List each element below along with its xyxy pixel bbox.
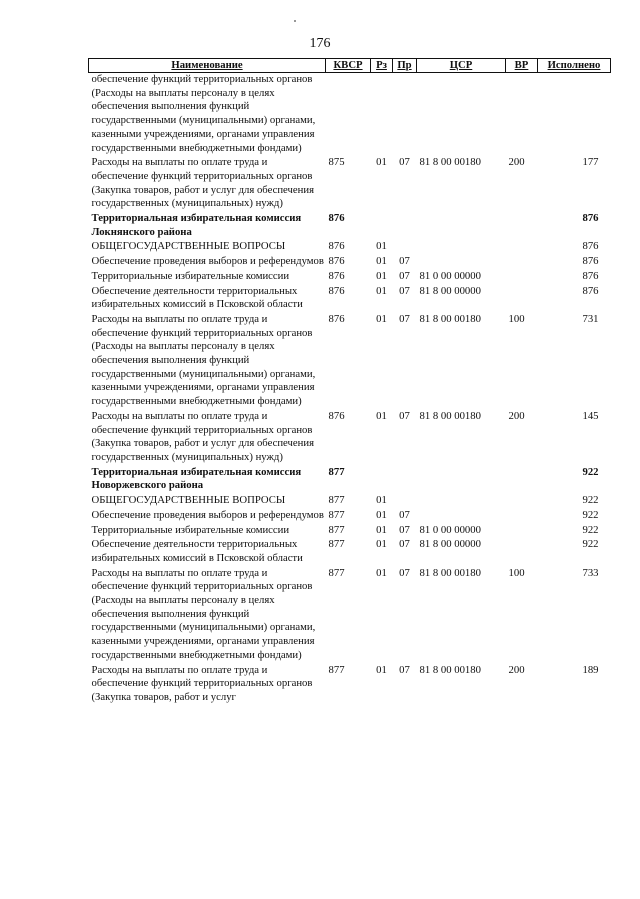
cell-csr <box>417 240 506 255</box>
cell-isp: 733 <box>582 566 599 579</box>
cell-csr <box>417 509 506 524</box>
cell-rz: 01 <box>376 494 387 507</box>
table-row <box>89 524 611 539</box>
cell-rz: 01 <box>376 523 387 536</box>
cell-rz: 01 <box>376 566 387 579</box>
table-row <box>89 73 611 157</box>
cell-rz: 01 <box>376 284 387 297</box>
cell-vr <box>506 270 538 285</box>
cell-csr <box>417 212 506 240</box>
cell-isp: 876 <box>582 212 599 225</box>
table-row <box>89 494 611 509</box>
budget-table <box>88 58 611 706</box>
cell-pr: 07 <box>399 269 410 282</box>
cell-name: Территориальные избирательные комиссии <box>91 523 290 536</box>
header-name: Наименование <box>89 59 326 73</box>
cell-vr <box>506 255 538 270</box>
cell-pr: 07 <box>399 312 410 325</box>
table-body <box>89 73 611 706</box>
cell-vr <box>506 73 538 157</box>
header-rz: Рз <box>371 59 393 73</box>
cell-kvsr: 876 <box>328 255 345 268</box>
table-row <box>89 538 611 566</box>
cell-vr <box>506 466 538 494</box>
cell-name: Расходы на выплаты по оплате труда и обеспечение функций территориальных органов (Расходы на выплаты персоналу в целях обеспечения выполнения функций государственными (муниципальными) органами, казенными учреждениями, органами управления государственными внебюджетными фондами) <box>91 566 316 661</box>
cell-vr <box>506 524 538 539</box>
cell-kvsr: 877 <box>328 465 345 478</box>
cell-rz: 01 <box>376 409 387 422</box>
cell-name: ОБЩЕГОСУДАРСТВЕННЫЕ ВОПРОСЫ <box>91 494 286 507</box>
cell-vr: 200 <box>508 409 525 422</box>
cell-kvsr: 876 <box>328 212 345 225</box>
page-number: 176 <box>309 36 331 51</box>
cell-name: Обеспечение деятельности территориальных избирательных комиссий в Псковской области <box>91 538 303 564</box>
header-isp: Исполнено <box>538 59 611 73</box>
cell-csr <box>417 255 506 270</box>
cell-csr: 81 0 00 00000 <box>419 269 481 282</box>
cell-vr: 100 <box>508 312 525 325</box>
cell-rz: 01 <box>376 663 387 676</box>
header-kvsr: КВСР <box>326 59 371 73</box>
cell-pr: 07 <box>399 284 410 297</box>
cell-vr: 100 <box>508 566 525 579</box>
cell-rz: 01 <box>376 538 387 551</box>
cell-kvsr: 877 <box>328 494 345 507</box>
cell-rz <box>371 212 393 240</box>
cell-pr <box>393 494 417 509</box>
cell-name: Расходы на выплаты по оплате труда и обеспечение функций территориальных органов (Закупка товаров, работ и услуг <box>91 663 313 703</box>
cell-csr: 81 8 00 00180 <box>419 566 481 579</box>
cell-isp: 177 <box>582 156 599 169</box>
cell-name: Обеспечение проведения выборов и референдумов <box>91 508 324 521</box>
cell-isp: 731 <box>582 312 599 325</box>
cell-pr: 07 <box>399 566 410 579</box>
table-row <box>89 212 611 240</box>
cell-rz <box>371 73 393 157</box>
cell-rz: 01 <box>376 240 387 253</box>
cell-kvsr: 877 <box>328 566 345 579</box>
cell-kvsr: 877 <box>328 523 345 536</box>
cell-isp: 876 <box>582 255 599 268</box>
table-row <box>89 255 611 270</box>
cell-vr <box>506 494 538 509</box>
cell-rz: 01 <box>376 156 387 169</box>
cell-isp <box>538 73 611 157</box>
cell-rz: 01 <box>376 312 387 325</box>
cell-pr <box>393 212 417 240</box>
cell-isp: 876 <box>582 240 599 253</box>
cell-csr: 81 8 00 00180 <box>419 663 481 676</box>
cell-pr: 07 <box>399 538 410 551</box>
table-row <box>89 313 611 410</box>
cell-isp: 922 <box>582 538 599 551</box>
cell-pr: 07 <box>399 663 410 676</box>
cell-name: Территориальная избирательная комиссия Локнянского района <box>91 212 302 238</box>
table-row <box>89 509 611 524</box>
table-header <box>89 59 611 73</box>
table-row <box>89 664 611 706</box>
cell-rz: 01 <box>376 508 387 521</box>
cell-pr: 07 <box>399 156 410 169</box>
cell-rz: 01 <box>376 255 387 268</box>
table-row <box>89 285 611 313</box>
cell-pr: 07 <box>399 508 410 521</box>
cell-vr: 200 <box>508 156 525 169</box>
cell-isp: 145 <box>582 409 599 422</box>
cell-csr <box>417 466 506 494</box>
cell-vr <box>506 285 538 313</box>
cell-pr: 07 <box>399 255 410 268</box>
cell-kvsr: 876 <box>328 240 345 253</box>
cell-csr: 81 8 00 00000 <box>419 538 481 551</box>
cell-csr: 81 8 00 00180 <box>419 156 481 169</box>
cell-vr: 200 <box>508 663 525 676</box>
table-row <box>89 270 611 285</box>
cell-csr: 81 8 00 00000 <box>419 284 481 297</box>
cell-rz <box>371 466 393 494</box>
cell-csr <box>417 73 506 157</box>
table-row <box>89 156 611 212</box>
cell-pr <box>393 240 417 255</box>
cell-name: Территориальная избирательная комиссия Новоржевского района <box>91 465 302 492</box>
cell-pr <box>393 73 417 157</box>
table-row <box>89 466 611 494</box>
cell-name: Территориальные избирательные комиссии <box>91 269 290 282</box>
cell-kvsr: 877 <box>328 663 345 676</box>
cell-kvsr: 875 <box>328 156 345 169</box>
cell-name: Расходы на выплаты по оплате труда и обеспечение функций территориальных органов (Закупка товаров, работ и услуг для обеспечения государственных (муниципальных) нужд) <box>91 409 315 463</box>
cell-csr <box>417 494 506 509</box>
cell-isp: 922 <box>582 494 599 507</box>
cell-csr: 81 0 00 00000 <box>419 523 481 536</box>
scan-speck <box>294 20 296 22</box>
cell-isp: 922 <box>582 508 599 521</box>
cell-csr: 81 8 00 00180 <box>419 312 481 325</box>
cell-kvsr: 876 <box>328 409 345 422</box>
cell-isp: 876 <box>582 269 599 282</box>
header-csr: ЦСР <box>417 59 506 73</box>
cell-kvsr: 877 <box>328 508 345 521</box>
header-pr: Пр <box>393 59 417 73</box>
header-vr: ВР <box>506 59 538 73</box>
cell-rz: 01 <box>376 269 387 282</box>
cell-kvsr <box>326 73 371 157</box>
cell-name: обеспечение функций территориальных органов (Расходы на выплаты персоналу в целях обеспечения выполнения функций государственными (муниципальными) органами, казенными учреждениями, органами управления государственными внебюджетными фондами) <box>91 73 316 154</box>
cell-pr: 07 <box>399 523 410 536</box>
cell-isp: 189 <box>582 663 599 676</box>
cell-name: Расходы на выплаты по оплате труда и обеспечение функций территориальных органов (Расходы на выплаты персоналу в целях обеспечения выполнения функций государственными (муниципальными) органами, казенными учреждениями, органами управления государственными внебюджетными фондами) <box>91 312 316 408</box>
cell-kvsr: 876 <box>328 312 345 325</box>
cell-kvsr: 877 <box>328 538 345 551</box>
table-row <box>89 567 611 664</box>
cell-vr <box>506 212 538 240</box>
cell-vr <box>506 538 538 566</box>
cell-pr <box>393 466 417 494</box>
cell-isp: 876 <box>582 284 599 297</box>
cell-pr: 07 <box>399 409 410 422</box>
cell-name: ОБЩЕГОСУДАРСТВЕННЫЕ ВОПРОСЫ <box>91 240 286 253</box>
cell-name: Обеспечение проведения выборов и референдумов <box>91 255 324 268</box>
cell-name: Обеспечение деятельности территориальных избирательных комиссий в Псковской области <box>91 284 303 311</box>
cell-vr <box>506 509 538 524</box>
cell-name: Расходы на выплаты по оплате труда и обеспечение функций территориальных органов (Закупка товаров, работ и услуг для обеспечения государственных (муниципальных) нужд) <box>91 156 315 210</box>
cell-isp: 922 <box>582 465 599 478</box>
cell-kvsr: 876 <box>328 284 345 297</box>
cell-csr: 81 8 00 00180 <box>419 409 481 422</box>
table-row <box>89 410 611 466</box>
cell-isp: 922 <box>582 523 599 536</box>
cell-vr <box>506 240 538 255</box>
cell-kvsr: 876 <box>328 269 345 282</box>
table-row <box>89 240 611 255</box>
